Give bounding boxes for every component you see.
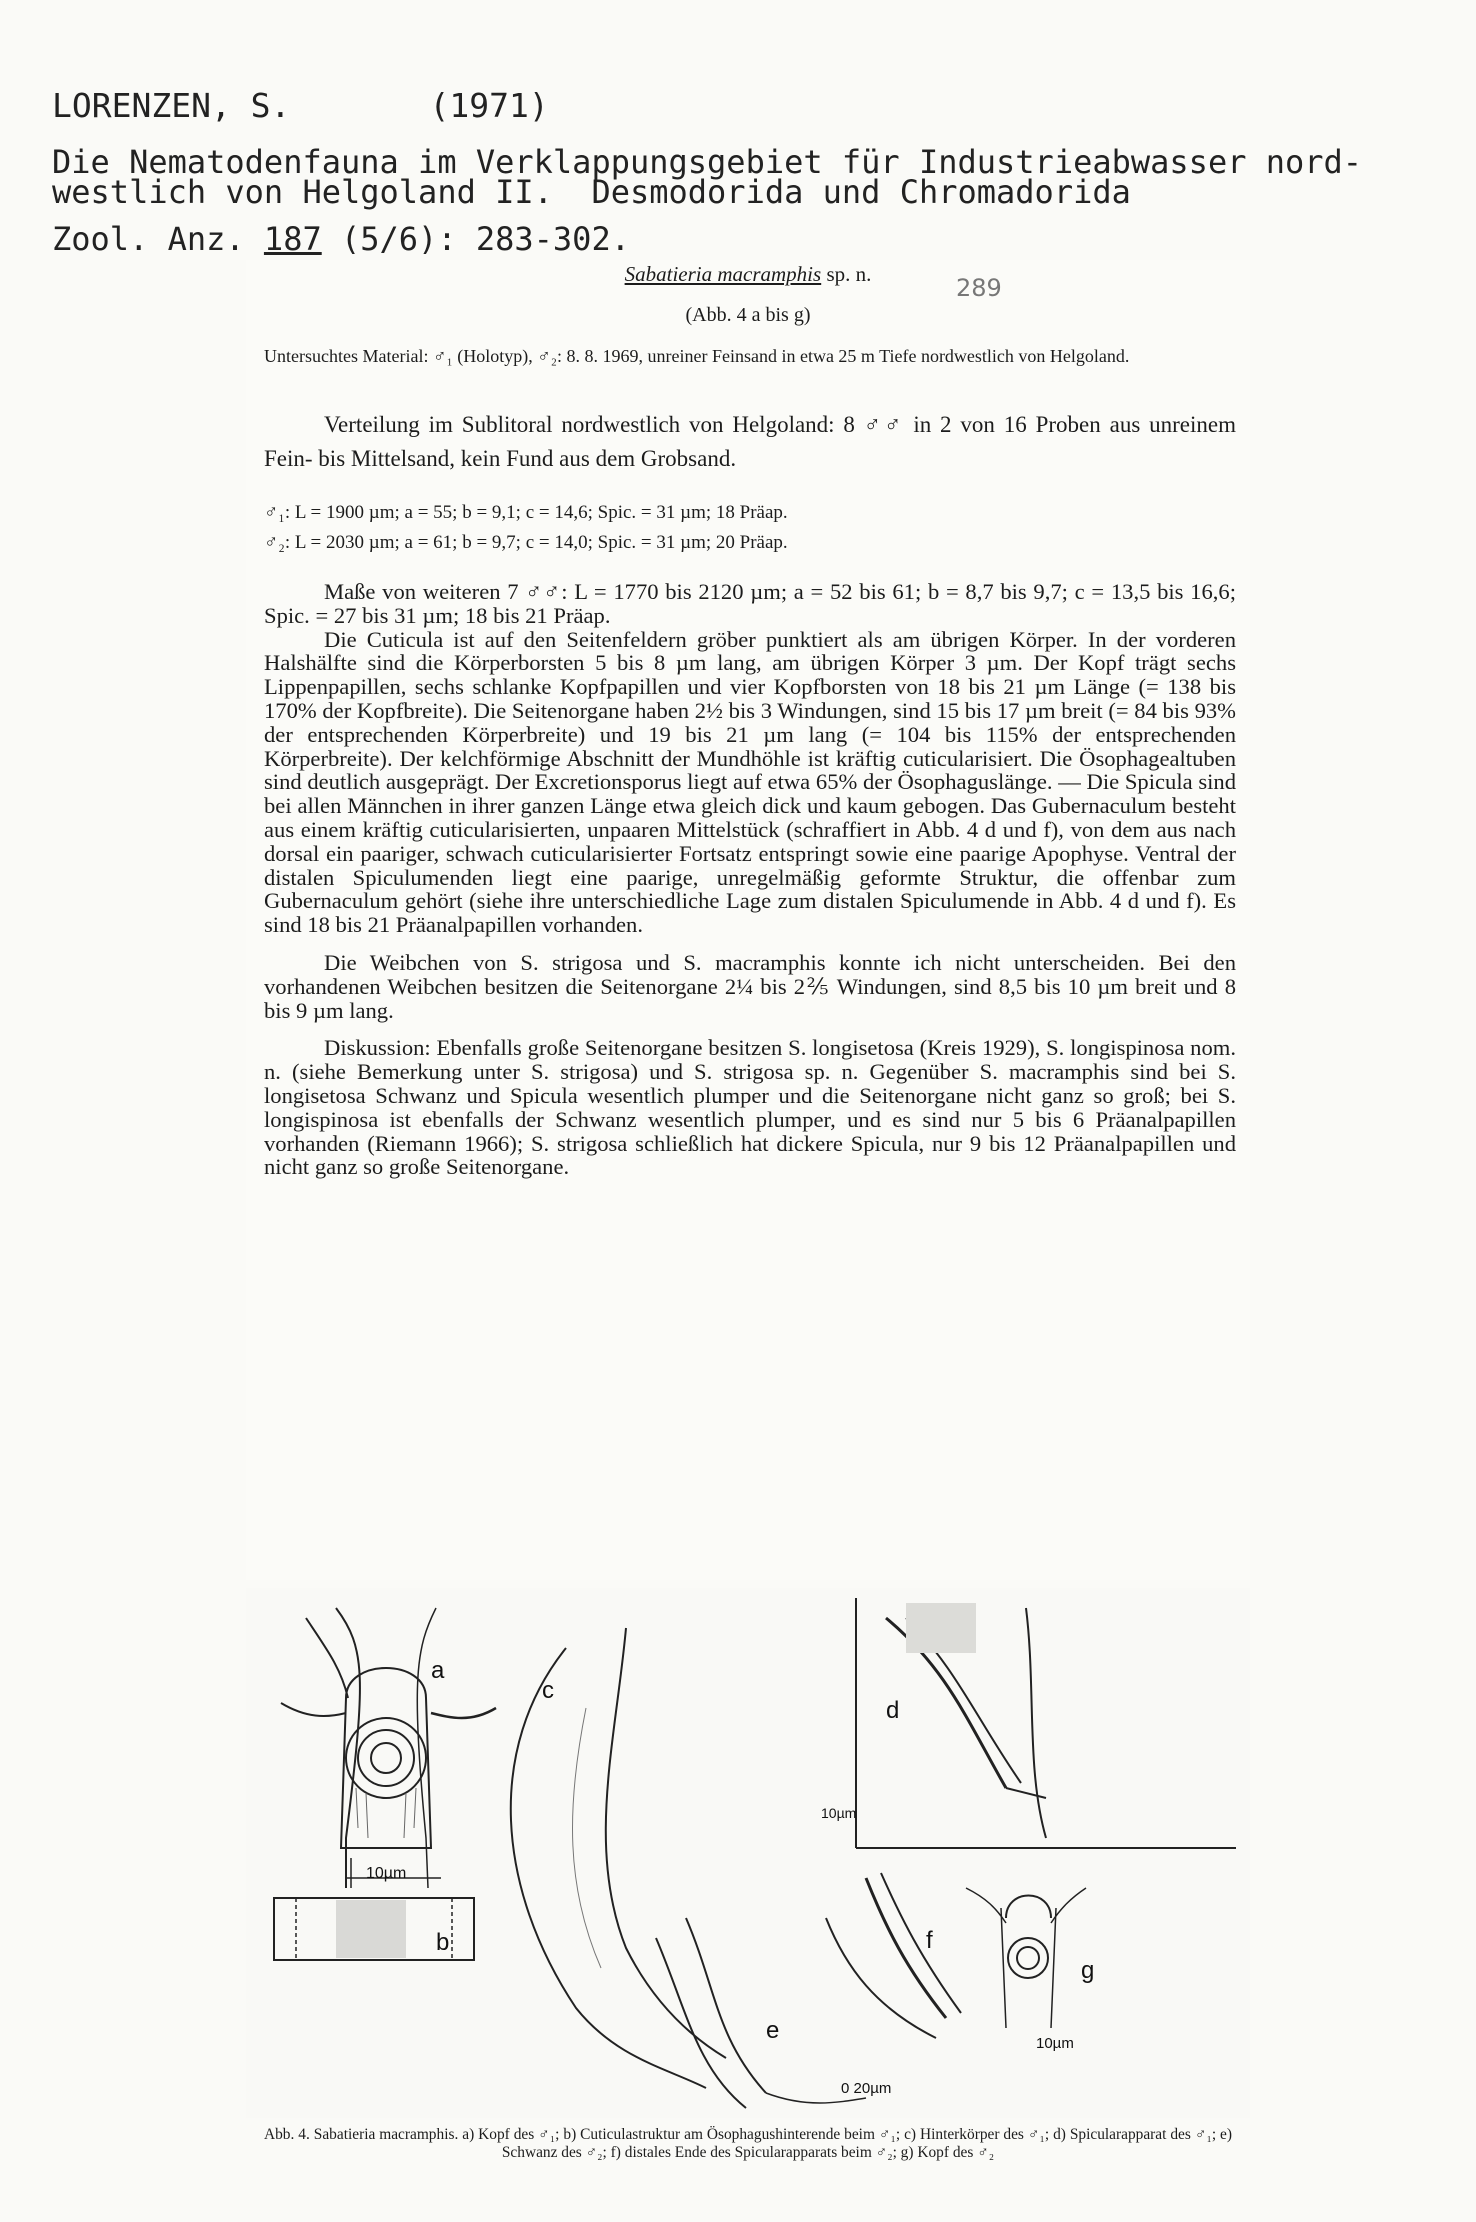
- paragraph-females: Die Weibchen von S. strigosa und S. macramphis konnte ich nicht unterscheiden. Bei den vorhandenen Weibchen besitzen die Seitenorgane 2¼ bis 2⅖ Windungen, sind 8,5 bis 10 µm breit und 8 bis 9 µm lang.: [264, 949, 1236, 1023]
- journal-volume: 187: [263, 220, 322, 258]
- paragraph-discussion: Diskussion: Ebenfalls große Seitenorgane besitzen S. longisetosa (Kreis 1929), S. longispinosa nom. n. (siehe Bemerkung unter S. strigosa) und S. strigosa sp. n. Gegenüber S. macramphis sind bei S. longisetosa Schwanz und Spicula wesentlich plumper und die Seitenorgane nicht ganz so groß; bei S. longispinosa ist ebenfalls der Schwanz wesentlich plumper, und es sind nur 5 bis 6 Präanalpapillen vorhanden (Riemann 1966); S. strigosa schließlich hat dickere Spicula, nur 9 bis 12 Präanalpapillen und nicht ganz so große Seitenorgane.: [264, 1035, 1236, 1180]
- figure-drawings: [246, 1588, 1250, 2118]
- figure-panel: [246, 1588, 1250, 2118]
- journal-issue-pages: (5/6): 283-302.: [340, 220, 630, 258]
- panel-label-g: g: [1081, 1957, 1095, 1984]
- panel-label-a: a: [431, 1657, 445, 1684]
- panel-a-head-drawing: [281, 1608, 496, 1888]
- reference-author-year: [52, 86, 549, 125]
- journal-name: Zool. Anz.: [52, 220, 245, 258]
- paragraph-description: Die Cuticula ist auf den Seitenfeldern gröber punktiert als am übrigen Körper. In der vorderen Halshälfte sind die Körperborsten 5 bis 8 µm lang, am übrigen Körper 3 µm. Der Kopf trägt sechs Lippenpapillen, sechs schlanke Kopfpapillen und vier Kopfborsten von 18 bis 21 µm Länge (= 138 bis 170% der Kopfbreite). Die Seitenorgane haben 2½ bis 3 Windungen, sind 15 bis 17 µm breit (= 84 bis 93% der entsprechenden Körperbreite) und 19 bis 21 µm lang (= 104 bis 115% der entsprechenden Körperbreite). Der kelchförmige Abschnitt der Mundhöhle ist kräftig cuticularisiert. Die Ösophagealtuben sind deutlich ausgeprägt. Der Excretionsporus liegt auf etwa 65% der Ösophaguslänge. — Die Spicula sind bei allen Männchen in ihrer ganzen Länge etwa gleich dick und kaum gebogen. Das Gubernaculum besteht aus einem kräftig cuticularisierten, unpaaren Mittelstück (schraffiert in Abb. 4 d und f), von dem aus nach dorsal ein paariger, schwach cuticularisierter Fortsatz entspringt sowie eine paarige Apophyse. Ventral der distalen Spiculumenden liegt eine paarige, unregelmäßig geformte Struktur, die offenbar zum Gubernaculum gehört (siehe ihre unterschiedliche Lage zum distalen Spiculumende in Abb. 4 d und f). Es sind 18 bis 21 Präanalpapillen vorhanden.: [264, 626, 1236, 938]
- panel-label-c: c: [542, 1677, 554, 1704]
- reference-title-line1: Die Nematodenfauna im Verklappungsgebiet für Industrieabwasser nord-: [52, 143, 1363, 181]
- panel-g-head-drawing: [966, 1888, 1086, 2028]
- scale-label-e: 0 20µm: [841, 2080, 892, 2097]
- scale-label-d: 10µm: [821, 1805, 857, 1821]
- body-text: [264, 580, 1236, 1179]
- material-text: Untersuchtes Material: ♂₁ (Holotyp), ♂₂: 8. 8. 1969, unreiner Feinsand in etwa 25 m Tiefe nordwestlich von Helgoland.: [264, 346, 1130, 366]
- figure-caption: Abb. 4. Sabatieria macramphis. a) Kopf des ♂₁; b) Cuticulastruktur am Ösophagushinterende beim ♂₁; c) Hinterkörper des ♂₁; d) Spicularapparat des ♂₁; e) Schwanz des ♂₂; f) distales Ende des Spicularapparats beim ♂₂; g) Kopf des ♂₂: [264, 2126, 1232, 2161]
- panel-d-spicule-drawing: [856, 1598, 1236, 1848]
- scale-label-a: 10µm: [366, 1865, 407, 1882]
- measurement-male1: ♂₁: L = 1900 µm; a = 55; b = 9,1; c = 14,6; Spic. = 31 µm; 18 Präap.: [264, 502, 788, 523]
- distribution-text: Verteilung im Sublitoral nordwestlich von Helgoland: 8 ♂♂ in 2 von 16 Proben aus unreinem Fein- bis Mittelsand, kein Fund aus dem Grobsand.: [264, 412, 1236, 471]
- reference-year: (1971): [429, 86, 549, 125]
- scanned-article: [246, 260, 1250, 1580]
- measurement-male2: ♂₂: L = 2030 µm; a = 61; b = 9,7; c = 14,0; Spic. = 31 µm; 20 Präap.: [264, 532, 788, 553]
- scale-label-g: 10µm: [1036, 2035, 1074, 2052]
- figure-reference: (Abb. 4 a bis g): [685, 304, 811, 326]
- species-name: Sabatieria macramphis: [624, 262, 822, 286]
- paragraph-measurements: Maße von weiteren 7 ♂♂: L = 1770 bis 2120 µm; a = 52 bis 61; b = 8,7 bis 9,7; c = 13,5 bis 16,6; Spic. = 27 bis 31 µm; 18 bis 21 Präap.: [264, 579, 1236, 628]
- species-header: [246, 262, 1250, 287]
- reference-title-line2: westlich von Helgoland II. Desmodorida und Chromadorida: [52, 173, 1131, 211]
- reference-author: LORENZEN, S.: [52, 86, 291, 125]
- panel-label-d: d: [886, 1697, 900, 1724]
- panel-label-b: b: [436, 1929, 450, 1956]
- handwritten-page-number: 289: [956, 274, 1002, 302]
- panel-f-spicule-end-drawing: [826, 1873, 961, 2038]
- panel-label-e: e: [766, 2017, 780, 2044]
- panel-label-f: f: [926, 1927, 933, 1954]
- species-suffix: sp. n.: [826, 262, 872, 286]
- reference-journal: [52, 220, 630, 258]
